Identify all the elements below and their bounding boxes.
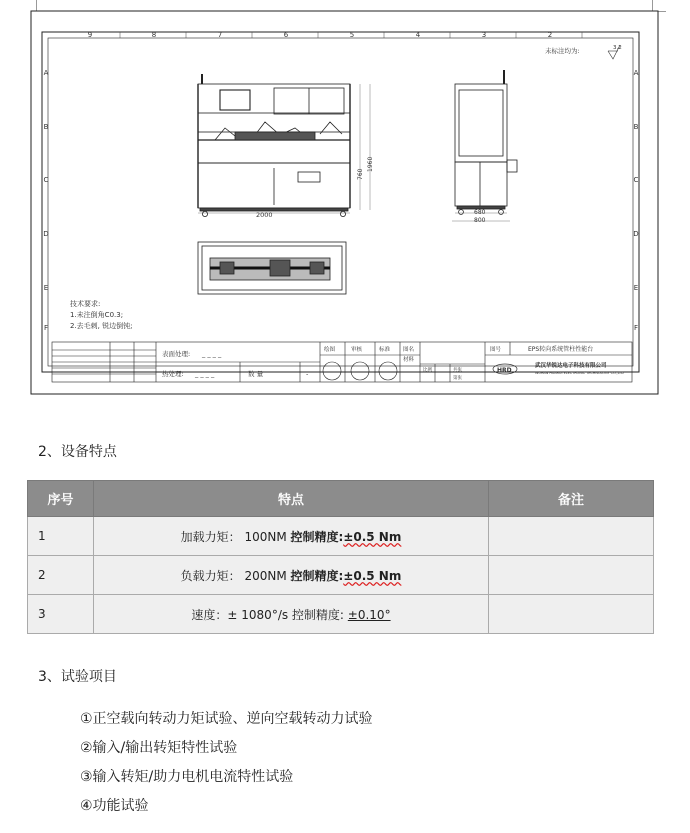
col-number-2: 2 bbox=[547, 31, 553, 39]
heat-treatment-label: 热处理: bbox=[162, 370, 184, 378]
roughness-note: 未标注均为: bbox=[545, 47, 580, 55]
row-number: 3 bbox=[28, 595, 94, 634]
control-precision-label: 控制精度: bbox=[290, 529, 344, 544]
row-letter-f-right: F bbox=[633, 324, 639, 332]
row-letter-b-right: B bbox=[633, 123, 639, 131]
test-items-list bbox=[80, 705, 373, 821]
header-note: 备注 bbox=[489, 481, 654, 517]
review-label: 审核 bbox=[351, 347, 363, 353]
row-number: 2 bbox=[28, 556, 94, 595]
row-feature bbox=[94, 595, 489, 634]
row-letter-d-right: D bbox=[633, 230, 639, 238]
dim-width-side-680: 680 bbox=[474, 209, 486, 216]
row-note bbox=[489, 556, 654, 595]
col-number-6: 6 bbox=[283, 31, 289, 39]
list-item: ①正空载向转动力矩试验、逆向空载转动力试验 bbox=[80, 711, 373, 727]
control-precision-label: 控制精度: bbox=[290, 568, 344, 583]
col-number-7: 7 bbox=[217, 31, 223, 39]
row-letter-a-right: A bbox=[633, 69, 639, 77]
figure-number-label: 图号 bbox=[490, 347, 502, 353]
list-item: ④功能试验 bbox=[80, 798, 149, 814]
table-header-row bbox=[28, 481, 654, 517]
row-note bbox=[489, 595, 654, 634]
table-row bbox=[28, 556, 654, 595]
row-letter-f-left: F bbox=[43, 324, 49, 332]
tech-requirement-2: 2.去毛刺, 锐边倒钝; bbox=[70, 322, 133, 330]
quantity-value: - bbox=[306, 370, 309, 378]
dim-height-1960: 1960 bbox=[367, 156, 374, 172]
control-precision-value: ±0.10° bbox=[347, 607, 391, 622]
control-precision-value: ±0.5 Nm bbox=[343, 568, 402, 583]
row-letter-a-left: A bbox=[43, 69, 49, 77]
dim-height-760: 760 bbox=[357, 168, 364, 180]
scale-label: 比例 bbox=[423, 368, 432, 373]
svg-text:HRD: HRD bbox=[497, 367, 512, 374]
control-precision-value: ±0.5 Nm bbox=[343, 529, 402, 544]
sheet-label: 第张 bbox=[453, 376, 462, 381]
col-number-4: 4 bbox=[415, 31, 421, 39]
feature-text: 速度：± 1080°/s 控制精度: bbox=[191, 607, 348, 622]
quantity-label: 数 量 bbox=[248, 370, 264, 378]
header-feature: 特点 bbox=[94, 481, 489, 517]
features-table bbox=[27, 480, 654, 634]
company-name-en: WUHAN HUARUI ELECTRONIC TECHNOLOGY CO.,LTD bbox=[535, 371, 624, 375]
product-name: EPS转向系统管柱性能台 bbox=[528, 346, 594, 353]
feature-text: 负载力矩： 200NM bbox=[180, 568, 291, 583]
drawing-name-label: 图名 bbox=[403, 347, 415, 353]
row-note bbox=[489, 517, 654, 556]
tech-requirements-title: 技术要求: bbox=[70, 300, 101, 308]
section-2-title: 2、设备特点 bbox=[38, 444, 117, 460]
row-letter-c-left: C bbox=[43, 176, 49, 184]
surface-treatment-label: 表面处理: bbox=[162, 350, 191, 358]
roughness-value: 3.2 bbox=[613, 45, 622, 51]
list-item: ②输入/输出转矩特性试验 bbox=[80, 740, 238, 756]
col-number-8: 8 bbox=[151, 31, 157, 39]
section-3-title: 3、试验项目 bbox=[38, 669, 117, 685]
col-number-9: 9 bbox=[87, 31, 93, 39]
row-feature bbox=[94, 556, 489, 595]
check-label: 标准 bbox=[379, 347, 391, 353]
dim-width-front: 2000 bbox=[256, 211, 273, 219]
company-name-cn: 武汉华锐达电子科技有限公司 bbox=[535, 363, 607, 369]
draw-label: 绘图 bbox=[324, 347, 336, 353]
surface-treatment-value: _ _ _ _ bbox=[202, 350, 222, 358]
table-row bbox=[28, 517, 654, 556]
row-letter-e-left: E bbox=[43, 284, 49, 292]
list-item: ③输入转矩/助力电机电流特性试验 bbox=[80, 769, 294, 785]
material-label: 材料 bbox=[403, 357, 415, 363]
tech-requirement-1: 1.未注倒角C0.3; bbox=[70, 311, 124, 319]
table-row bbox=[28, 595, 654, 634]
engineering-drawing bbox=[30, 10, 660, 395]
row-letter-e-right: E bbox=[633, 284, 639, 292]
col-number-3: 3 bbox=[481, 31, 487, 39]
page-count-label: 共张 bbox=[453, 368, 462, 373]
header-number: 序号 bbox=[28, 481, 94, 517]
row-feature bbox=[94, 517, 489, 556]
feature-text: 加载力矩： 100NM bbox=[180, 529, 291, 544]
heat-treatment-value: _ _ _ _ bbox=[195, 370, 215, 378]
row-number: 1 bbox=[28, 517, 94, 556]
col-number-5: 5 bbox=[349, 31, 355, 39]
row-letter-d-left: D bbox=[43, 230, 49, 238]
row-letter-b-left: B bbox=[43, 123, 49, 131]
row-letter-c-right: C bbox=[633, 176, 639, 184]
dim-width-side-800: 800 bbox=[474, 217, 486, 224]
